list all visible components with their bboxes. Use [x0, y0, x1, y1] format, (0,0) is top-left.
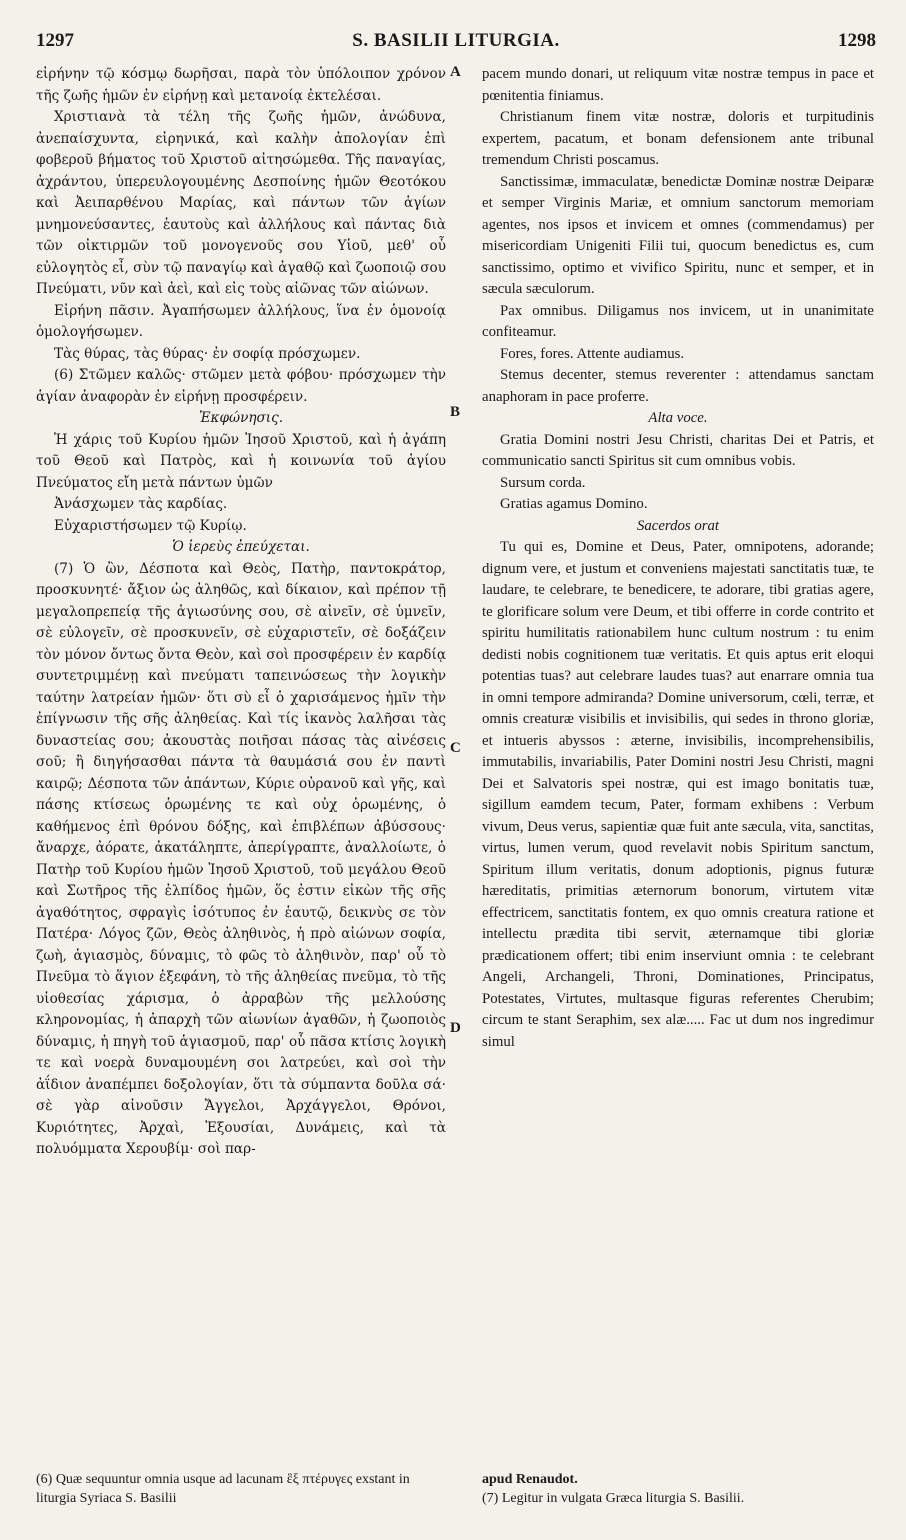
greek-paragraph: (7) Ὁ ὢν, Δέσποτα καὶ Θεὸς, Πατὴρ, παντοκράτορ, προσκυνητέ· ἄξιον ὡς ἀληθῶς, καὶ δίκαιον, καὶ πρέπον τῇ μεγαλοπρεπείᾳ τῆς ἁγιωσύνης σου, σὲ αἰνεῖν, σὲ ὑμνεῖν, σὲ εὐλογεῖν, σὲ προσκυνεῖν, σὲ εὐχαριστεῖν, σὲ δοξάζειν τὸν μόνον ὄντως ὄντα Θεὸν, καὶ σοὶ προσφέρειν ἐν καρδίᾳ συντετριμμένῃ καὶ πνεύματι ταπεινώσεως τὴν λογικὴν ταύτην λατρείαν ἡμῶν· ὅτι σὺ εἶ ὁ χαρισάμενος ἡμῖν τὴν ἐπίγνωσιν τῆς σῆς ἀληθείας. Καὶ τίς ἱκανὸς λαλῆσαι τὰς δυναστείας σου; ἀκουστὰς ποιῆσαι πάσας τὰς αἰνέσεις σοῦ; ἢ διηγήσασθαι πάντα τὰ θαυμάσιά σου ἐν παντὶ καιρῷ; Δέσποτα τῶν ἁπάντων, Κύριε οὐρανοῦ καὶ γῆς, καὶ πάσης κτίσεως ὁρωμένης τε καὶ οὐχ ὁρωμένης, ὁ καθήμενος ἐπὶ θρόνου δόξης, καὶ ἐπιβλέπων ἀβύσσους· ἄναρχε, ἀόρατε, ἀκατάληπτε, ἀπερίγραπτε, ἀναλλοίωτε, ὁ Πατὴρ τοῦ Κυρίου ἡμῶν Ἰησοῦ Χριστοῦ, τοῦ μεγάλου Θεοῦ καὶ Σωτῆρος τῆς ἐλπίδος ἡμῶν, ὅς ἐστιν εἰκὼν τῆς σῆς ἀγαθότητος, σφραγὶς ἰσότυπος ἐν ἑαυτῷ, δεικνὺς σε τὸν Πατέρα· Λόγος ζῶν, Θεὸς ἀληθινὸς, ἡ πρὸ αἰώνων σοφία, ζωὴ, ἁγιασμὸς, δύναμις, τὸ φῶς τὸ ἀληθινὸν, παρ' οὗ τὸ Πνεῦμα τὸ ἅγιον ἐξεφάνη, τὸ τῆς ἀληθείας πνεῦμα, τὸ τῆς υἱοθεσίας χάρισμα, ὁ ἀρραβὼν τῆς μελλούσης κληρονομίας, ἡ ἀπαρχὴ τῶν αἰωνίων ἀγαθῶν, ἡ ζωοποιὸς δύναμις, ἡ πηγὴ τοῦ ἁγιασμοῦ, παρ' οὗ πᾶσα κτίσις λογικὴ τε καὶ νοερὰ δυναμουμένη σοι λατρεύει, καὶ σοὶ τὴν ἀΐδιον ἀναπέμπει δοξολογίαν, ὅτι τὰ σύμπαντα δοῦλα σά· σὲ γὰρ αἰνοῦσιν Ἄγγελοι, Ἀρχάγγελοι, Θρόνοι, Κυριότητες, Ἀρχαὶ, Ἐξουσίαι, Δυνάμεις, καὶ τὰ πολυόμματα Χερουβίμ· σοὶ παρ-	[36, 560, 446, 1157]
margin-marker-d: D	[450, 1020, 461, 1036]
greek-paragraph: Ἡ χάρις τοῦ Κυρίου ἡμῶν Ἰησοῦ Χριστοῦ, καὶ ἡ ἀγάπη τοῦ Θεοῦ καὶ Πατρὸς, καὶ ἡ κοινωνία τοῦ ἁγίου Πνεύματος εἴη μετὰ πάντων ὑμῶν	[36, 431, 446, 491]
greek-rubric: Ὁ ἱερεὺς ἐπεύχεται.	[172, 539, 310, 555]
latin-paragraph: pacem mundo donari, ut reliquum vitæ nostræ tempus in pace et pœnitentia finiamus.	[482, 66, 874, 104]
greek-paragraph: Τὰς θύρας, τὰς θύρας· ἐν σοφίᾳ πρόσχωμεν.	[54, 345, 361, 362]
latin-paragraph: Gratias agamus Domino.	[500, 496, 648, 512]
latin-paragraph: Stemus decenter, stemus reverenter : attendamus sanctam anaphoram in pace proferre.	[482, 367, 874, 405]
footnote-6-continued: apud Renaudot.	[482, 1472, 578, 1487]
latin-paragraph: Sursum corda.	[500, 474, 586, 491]
latin-paragraph: Tu qui es, Domine et Deus, Pater, omnipotens, adorande; dignum vere, et justum et conveniens majestati sanctitatis tuæ, te laudare, te celebrare, te benedicere, te adorare, tibi gratias agere, te glorificare solum vere Deum, et tibi offerre in corde contrito et spiritu humilitatis rationabilem hunc cultum nostrum : tu enim dedisti nobis cognitionem tuæ veritatis. Et quis aptus erit eloqui potentias tuas? aut celebrare laudes tuas? aut enarrare omnia tua in omni tempore admiranda? Domine universorum, cœli, terræ, et omnis creaturæ visibilis et invisibilis, qui sedes in throno gloriæ, et intueris abyssos : æterne, invisibilis, incomprehensibilis, immutabilis, invariabilis, Pater Domini nostri Jesu Christi, magni Dei et Salvatoris spei nostræ, qui est imago bonitatis tuæ, sigillum eamdem tecum, Pater, formam exhibens : Verbum vivum, Deus verus, sapientiæ quæ fuit ante sæcula, vita, sanctitas, virtus, lumen verum, quod revelavit nobis Spiritum sanctum, Spiritum illum veritatis, donum adoptionis, pignus futuræ hæreditatis, primitias æternorum bonorum, virtutem vitæ effectricem, sanctitatis fontem, ex quo omnis creatura ratione et intellectu prædita tibi servit, æternamque tibi gloriæ prædicationem offert; tibi enim inserviunt omnia : te celebrant Angeli, Archangeli, Throni, Dominationes, Principatus, Potestates, Virtutes, multasque figuras referentes Cherubim; circum te stant Seraphim, sex alæ..... Fac ut dum nos ingredimur simul	[482, 539, 874, 1050]
margin-marker-a: A	[450, 64, 461, 80]
greek-paragraph: Ἀνάσχωμεν τὰς καρδίας.	[54, 496, 228, 512]
margin-marker-c: C	[450, 740, 461, 756]
running-header	[36, 30, 876, 58]
latin-rubric: Sacerdos orat	[636, 517, 720, 534]
greek-paragraph: Εὐχαριστήσωμεν τῷ Κυρίῳ.	[54, 517, 247, 534]
greek-paragraph: Εἰρήνη πᾶσιν. Ἀγαπήσωμεν ἀλλήλους, ἵνα ἐν ὁμονοίᾳ ὁμολογήσωμεν.	[36, 302, 446, 340]
latin-paragraph: Gratia Domini nostri Jesu Christi, charitas Dei et Patris, et communicatio sancti Spiritus sit cum omnibus vobis.	[482, 431, 874, 469]
page-number-left: 1297	[36, 30, 74, 51]
page-number-right: 1298	[838, 30, 876, 51]
greek-paragraph: (6) Στῶμεν καλῶς· στῶμεν μετὰ φόβου· πρόσχωμεν τὴν ἁγίαν ἀναφορὰν ἐν εἰρήνῃ προσφέρειν.	[36, 367, 446, 405]
latin-column	[482, 64, 874, 1053]
running-title: S. BASILII LITURGIA.	[352, 30, 560, 51]
greek-rubric: Ἐκφώνησις.	[198, 410, 284, 426]
latin-rubric: Alta voce.	[648, 410, 708, 426]
footnote-7: (7) Legitur in vulgata Græca liturgia S. Basilii.	[482, 1491, 745, 1506]
footnote-6: (6) Quæ sequuntur omnia usque ad lacunam ἓξ πτέρυγες exstant in liturgia Syriaca S. Basilii	[36, 1472, 410, 1506]
latin-paragraph: Sanctissimæ, immaculatæ, benedictæ Dominæ nostræ Deiparæ et semper Virginis Mariæ, et omnium sanctorum memoriam agentes, nos ipsos et invicem et omnes (commendamus) per misericordiam Unigeniti Filii tui, quocum benedictus es, cum sanctissimo, optimo et vivifico Spiritu, nunc et semper, et in sæcula sæculorum.	[482, 173, 874, 297]
greek-paragraph: Χριστιανὰ τὰ τέλη τῆς ζωῆς ἡμῶν, ἀνώδυνα, ἀνεπαίσχυντα, εἰρηνικά, καὶ καλὴν ἀπολογίαν ἐπὶ φοβεροῦ βήματος τοῦ Χριστοῦ αἰτησώμεθα. Τῆς παναγίας, ἀχράντου, ὑπερευλογουμένης Δεσποίνης ἡμῶν Θεοτόκου καὶ Ἀειπαρθένου Μαρίας, καὶ πάντων τῶν ἁγίων μνημονεύσαντες, ἑαυτοὺς καὶ ἀλλήλους καὶ πάντας διὰ τῶν οἰκτιρμῶν τοῦ μονογενοῦς σου Υἱοῦ, μεθ' οὗ εὐλογητὸς εἶ, σὺν τῷ παναγίῳ καὶ ἀγαθῷ καὶ ζωοποιῷ σου Πνεύματι, νῦν καὶ ἀεὶ, καὶ εἰς τοὺς αἰῶνας τῶν αἰώνων.	[36, 109, 446, 297]
margin-marker-b: B	[450, 404, 461, 420]
latin-paragraph: Fores, fores. Attente audiamus.	[500, 345, 685, 362]
footnote-continuation	[482, 1470, 874, 1508]
latin-paragraph: Pax omnibus. Diligamus nos invicem, ut in unanimitate confiteamur.	[482, 302, 874, 340]
latin-paragraph: Christianum finem vitæ nostræ, doloris et turpitudinis expertem, pacatum, et bonam defensionem ante tribunal tremendum Christi poscamus.	[482, 109, 874, 168]
greek-column	[36, 64, 446, 1161]
greek-paragraph: εἰρήνην τῷ κόσμῳ δωρῆσαι, παρὰ τὸν ὑπόλοιπον χρόνον τῆς ζωῆς ἡμῶν ἐν εἰρήνῃ καὶ μετανοίᾳ ἐκτελέσαι.	[36, 66, 446, 104]
